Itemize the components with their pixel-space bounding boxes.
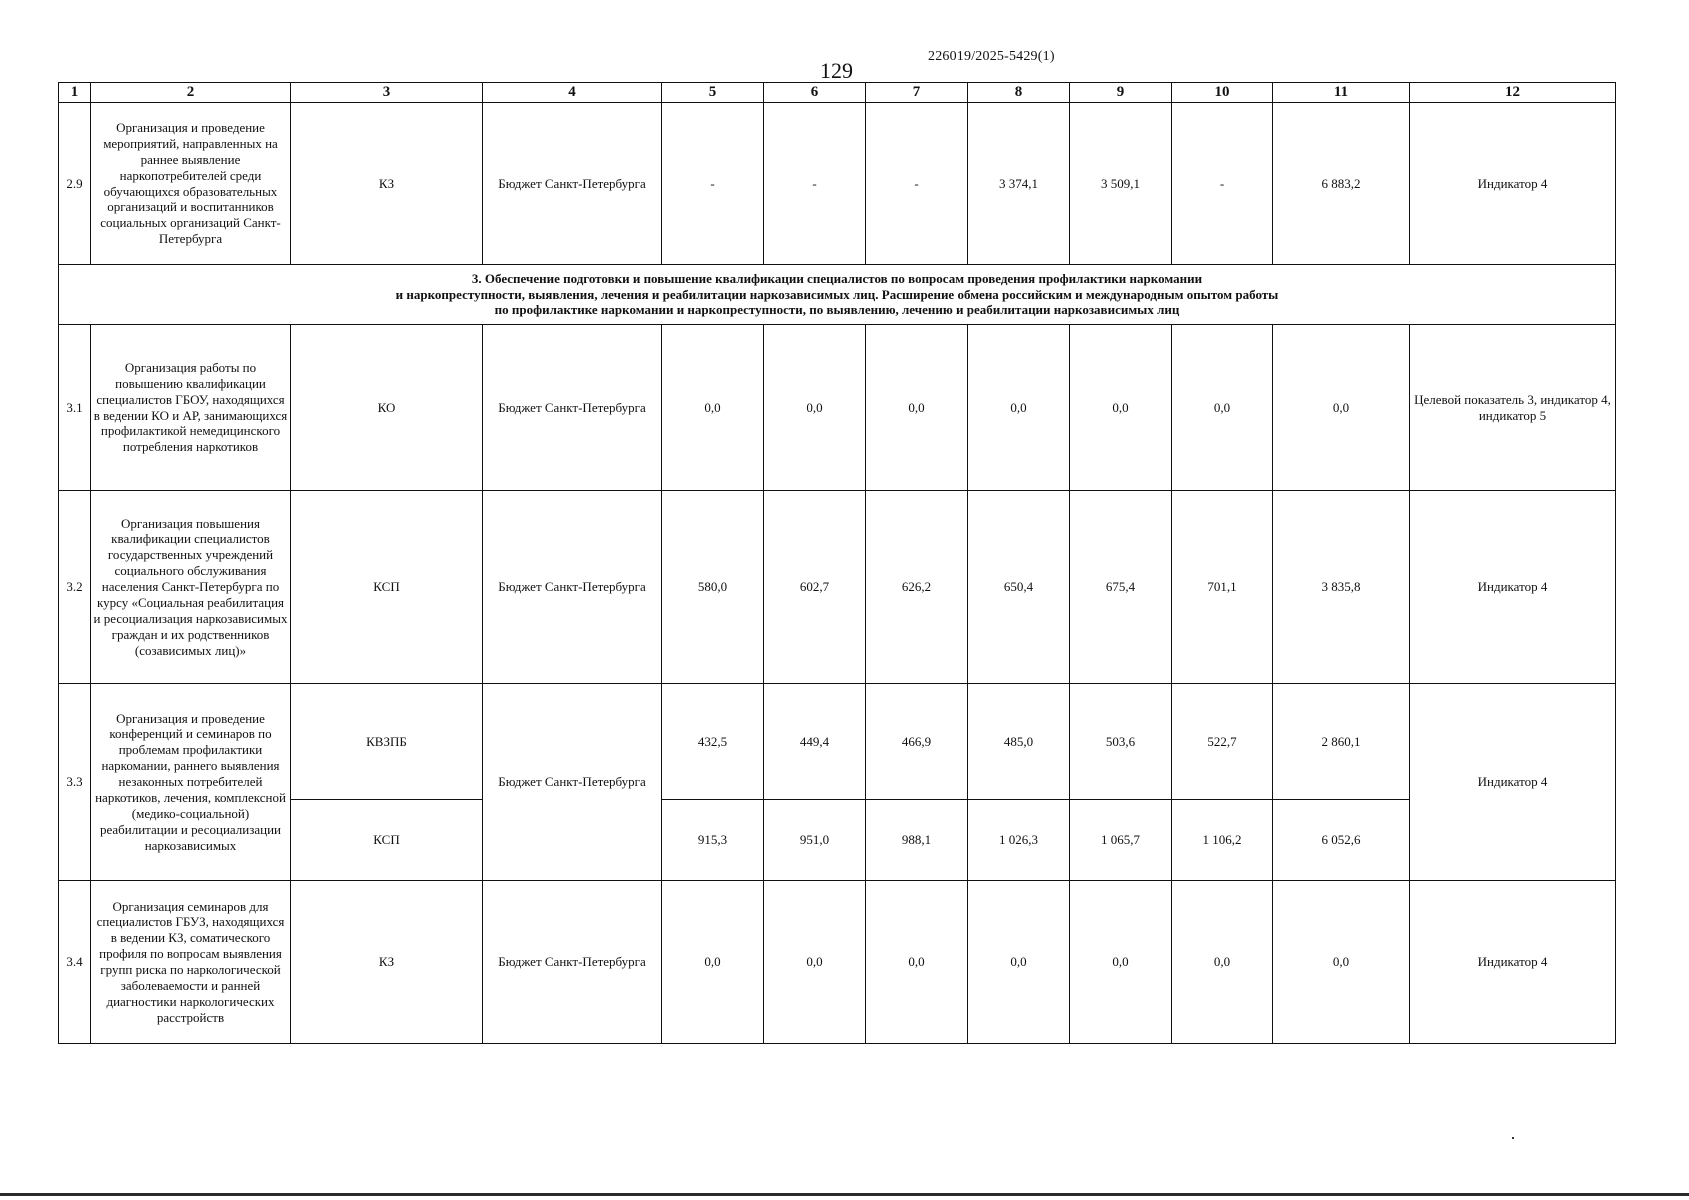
column-number: 9: [1070, 83, 1172, 103]
table-row-2-9: [59, 103, 1616, 265]
program-activities-table: [58, 82, 1616, 1044]
section-heading-line: по профилактике наркомании и наркопреступности, по выявлению, лечению и реабилитации наркозависимых лиц: [494, 302, 1180, 318]
indicator: Целевой показатель 3, индикатор 4, индикатор 5: [1410, 325, 1616, 491]
year-value: 701,1: [1172, 491, 1273, 684]
table-row-3-3-sub: [59, 800, 1616, 881]
section-3-heading-row: [59, 265, 1616, 325]
responsible-executor: КСП: [291, 800, 483, 881]
scan-speck: [1512, 1137, 1514, 1139]
column-number: 11: [1273, 83, 1410, 103]
responsible-executor: КО: [291, 325, 483, 491]
year-value: 580,0: [662, 491, 764, 684]
responsible-executor: КВЗПБ: [291, 684, 483, 800]
year-value: 602,7: [764, 491, 866, 684]
scan-bottom-edge: [0, 1193, 1689, 1196]
column-number: 6: [764, 83, 866, 103]
year-value: 3 374,1: [968, 103, 1070, 265]
row-number: 3.4: [59, 881, 91, 1044]
total-value: 3 835,8: [1273, 491, 1410, 684]
section-heading-line: и наркопреступности, выявления, лечения и реабилитации наркозависимых лиц. Расширение обмена российским и международным опытом работы: [395, 286, 1279, 302]
column-number: 2: [91, 83, 291, 103]
table-row-3-3: [59, 684, 1616, 800]
year-value: 0,0: [1070, 325, 1172, 491]
year-value: 988,1: [866, 800, 968, 881]
column-number: 5: [662, 83, 764, 103]
indicator: Индикатор 4: [1410, 103, 1616, 265]
year-value: -: [866, 103, 968, 265]
year-value: 0,0: [968, 325, 1070, 491]
year-value: 915,3: [662, 800, 764, 881]
indicator: Индикатор 4: [1410, 491, 1616, 684]
column-number: 3: [291, 83, 483, 103]
activity-description: Организация семинаров для специалистов ГБУЗ, находящихся в ведении КЗ, соматического профиля по вопросам выявления групп риска по наркологической заболеваемости и ранней диагностики наркологических расстройств: [91, 881, 291, 1044]
year-value: 3 509,1: [1070, 103, 1172, 265]
column-number-row: [59, 83, 1616, 103]
row-number: 3.1: [59, 325, 91, 491]
activity-description: Организация повышения квалификации специалистов государственных учреждений социального обслуживания населения Санкт-Петербурга по курсу «Социальная реабилитация и ресоциализация наркозависимых граждан и их родственников (созависимых лиц)»: [91, 491, 291, 684]
total-value: 6 883,2: [1273, 103, 1410, 265]
indicator: Индикатор 4: [1410, 881, 1616, 1044]
year-value: 626,2: [866, 491, 968, 684]
activity-description: Организация и проведение мероприятий, направленных на раннее выявление наркопотребителей среди обучающихся образовательных организаций и воспитанников социальных организаций Санкт-Петербурга: [91, 103, 291, 265]
year-value: 0,0: [662, 325, 764, 491]
funding-source: Бюджет Санкт-Петербурга: [483, 325, 662, 491]
activity-description: Организация и проведение конференций и семинаров по проблемам профилактики наркомании, раннего выявления незаконных потребителей наркотиков, лечения, комплексной (медико-социальной) реабилитации и ресоциализации наркозависимых: [91, 684, 291, 881]
column-number: 1: [59, 83, 91, 103]
year-value: 432,5: [662, 684, 764, 800]
year-value: -: [662, 103, 764, 265]
section-heading: [59, 265, 1616, 325]
year-value: 503,6: [1070, 684, 1172, 800]
year-value: -: [1172, 103, 1273, 265]
year-value: 0,0: [1172, 881, 1273, 1044]
year-value: 0,0: [662, 881, 764, 1044]
year-value: 650,4: [968, 491, 1070, 684]
year-value: 522,7: [1172, 684, 1273, 800]
year-value: 675,4: [1070, 491, 1172, 684]
year-value: 485,0: [968, 684, 1070, 800]
page-number: 129: [820, 58, 853, 83]
responsible-executor: КСП: [291, 491, 483, 684]
year-value: 449,4: [764, 684, 866, 800]
year-value: 1 026,3: [968, 800, 1070, 881]
year-value: 0,0: [866, 325, 968, 491]
total-value: 2 860,1: [1273, 684, 1410, 800]
responsible-executor: КЗ: [291, 103, 483, 265]
year-value: 0,0: [1172, 325, 1273, 491]
column-number: 8: [968, 83, 1070, 103]
year-value: 1 065,7: [1070, 800, 1172, 881]
funding-source: Бюджет Санкт-Петербурга: [483, 103, 662, 265]
column-number: 4: [483, 83, 662, 103]
year-value: 0,0: [968, 881, 1070, 1044]
document-registration-number: 226019/2025-5429(1): [928, 49, 1055, 64]
total-value: 0,0: [1273, 325, 1410, 491]
column-number: 7: [866, 83, 968, 103]
year-value: 0,0: [764, 881, 866, 1044]
year-value: 1 106,2: [1172, 800, 1273, 881]
activity-description: Организация работы по повышению квалификации специалистов ГБОУ, находящихся в ведении КО и АР, занимающихся профилактикой немедицинского потребления наркотиков: [91, 325, 291, 491]
column-number: 12: [1410, 83, 1616, 103]
year-value: -: [764, 103, 866, 265]
total-value: 6 052,6: [1273, 800, 1410, 881]
year-value: 0,0: [866, 881, 968, 1044]
table-row-3-1: [59, 325, 1616, 491]
year-value: 951,0: [764, 800, 866, 881]
row-number: 3.3: [59, 684, 91, 881]
indicator: Индикатор 4: [1410, 684, 1616, 881]
section-heading-line: 3. Обеспечение подготовки и повышение квалификации специалистов по вопросам проведения профилактики наркомании: [471, 270, 1203, 286]
funding-source: Бюджет Санкт-Петербурга: [483, 881, 662, 1044]
column-number: 10: [1172, 83, 1273, 103]
year-value: 466,9: [866, 684, 968, 800]
funding-source: Бюджет Санкт-Петербурга: [483, 684, 662, 881]
responsible-executor: КЗ: [291, 881, 483, 1044]
row-number: 3.2: [59, 491, 91, 684]
table-row-3-2: [59, 491, 1616, 684]
year-value: 0,0: [764, 325, 866, 491]
row-number: 2.9: [59, 103, 91, 265]
total-value: 0,0: [1273, 881, 1410, 1044]
year-value: 0,0: [1070, 881, 1172, 1044]
table-row-3-4: [59, 881, 1616, 1044]
funding-source: Бюджет Санкт-Петербурга: [483, 491, 662, 684]
